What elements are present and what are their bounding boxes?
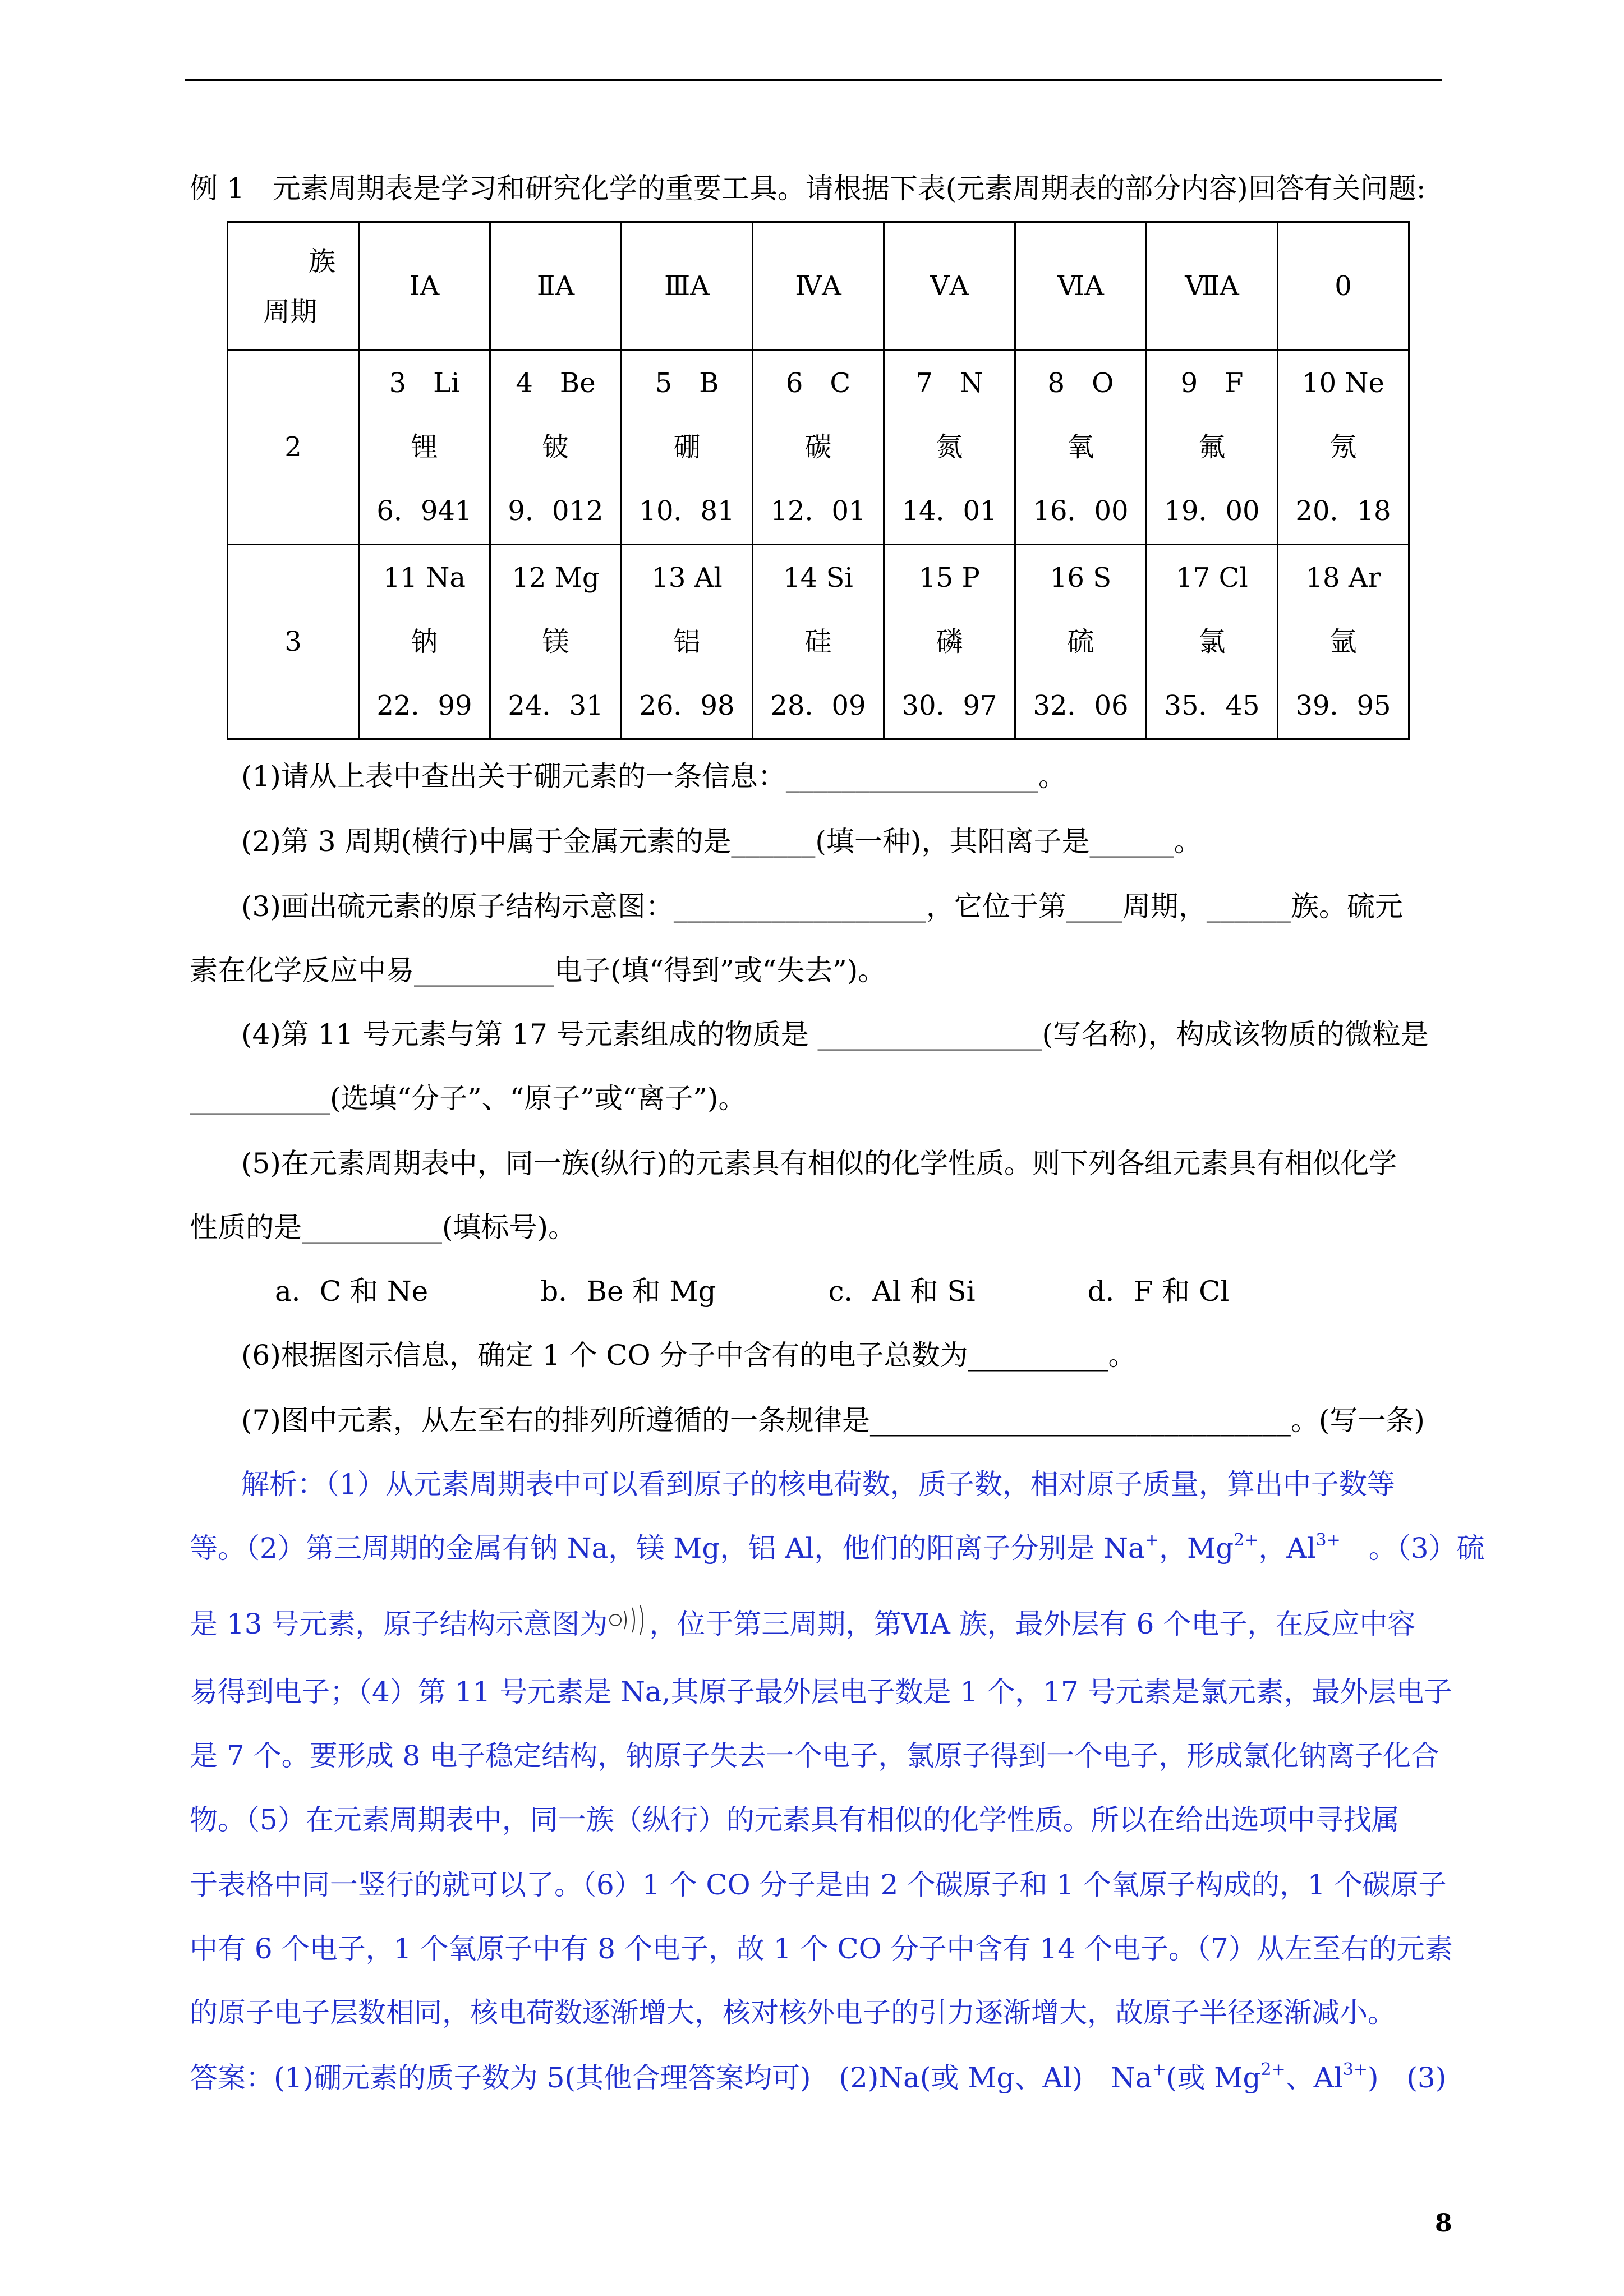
element-cell [490,545,622,739]
element-cell [622,545,753,739]
question-4-line-2: __________(选填“分子”、“原子”或“离子”)。 [190,1082,747,1115]
element-name: 硫 [1067,626,1094,657]
period-label: 3 [228,545,359,739]
analysis-line-3: 是 13 号元素，原子结构示意图为 ，位于第三周期，第ⅥA 族，最外层有 6 个电子，在反应中容 [190,1603,1415,1641]
element-cell [1278,545,1409,739]
analysis-line-1: 解析：（1）从元素周期表中可以看到原子的核电荷数，质子数，相对原子质量，算出中子数等 [241,1468,1395,1501]
element-cell [490,350,622,545]
table-row [228,545,1409,739]
question-5-line-2: 性质的是__________(填标号)。 [190,1211,577,1244]
element-cell [359,545,490,739]
group-header: 0 [1278,222,1409,350]
corner-period-label: 周期 [263,296,318,328]
question-7: (7)图中元素，从左至右的排列所遵循的一条规律是______________________________。(写一条) [241,1404,1425,1437]
answer-line: 答案：(1)硼元素的质子数为 5(其他合理答案均可) (2)Na(或 Mg、Al) Na+(或 $Mg^{2+}$、$Al^{3+}$) (3) [190,2060,1447,2094]
element-symbol: 18 Ar [1305,562,1381,593]
element-symbol: 16 S [1050,562,1112,593]
element-symbol: 7 N [915,367,983,399]
element-symbol: 3 Li [389,367,460,399]
question-5-line-1: (5)在元素周期表中，同一族(纵行)的元素具有相似的化学性质。则下列各组元素具有相似化学 [241,1147,1397,1180]
period-label: 2 [228,350,359,545]
element-mass: 28．09 [770,690,866,721]
table-row [228,350,1409,545]
element-symbol: 12 Mg [512,562,600,593]
element-cell [753,545,884,739]
corner-group-label: 族 [308,246,335,277]
element-mass: 22．99 [376,690,472,721]
element-symbol: 15 P [919,562,980,593]
element-symbol: 10 Ne [1302,367,1384,399]
element-name: 氮 [936,431,963,463]
element-cell [884,545,1015,739]
element-mass: 6．941 [376,495,472,527]
element-name: 氖 [1329,431,1357,463]
question-1: (1)请从上表中查出关于硼元素的一条信息：__________________。 [241,760,1066,793]
analysis-line-6: 物。（5）在元素周期表中，同一族（纵行）的元素具有相似的化学性质。所以在给出选项中寻找属 [190,1803,1400,1836]
header-rule [185,79,1442,81]
element-cell [1015,350,1147,545]
element-name: 碳 [804,431,832,463]
question-6: (6)根据图示信息，确定 1 个 CO 分子中含有的电子总数为__________。 [241,1339,1137,1372]
analysis-line-7: 于表格中同一竖行的就可以了。（6）1 个 CO 分子是由 2 个碳原子和 1 个氧原子构成的，1 个碳原子 [190,1869,1447,1901]
element-mass: 24．31 [508,690,604,721]
group-header: ⅦA [1147,222,1278,350]
element-cell [884,350,1015,545]
group-header: ⅣA [753,222,884,350]
table-corner-cell [228,222,359,350]
table-header-row [228,222,1409,350]
element-symbol: 11 Na [383,562,466,593]
page-number: 8 [1435,2209,1452,2238]
group-header: ⅠA [359,222,490,350]
element-mass: 16．00 [1033,495,1129,527]
element-name: 氩 [1329,626,1357,657]
element-cell [1278,350,1409,545]
element-name: 氧 [1067,431,1094,463]
element-name: 硅 [804,626,832,657]
element-cell [1147,350,1278,545]
element-mass: 35．45 [1164,690,1260,721]
element-mass: 30．97 [901,690,997,721]
element-cell [1015,545,1147,739]
element-name: 氟 [1198,431,1226,463]
analysis-line-8: 中有 6 个电子，1 个氧原子中有 8 个电子，故 1 个 CO 分子中含有 14 个电子。（7）从左至右的元素 [190,1932,1453,1965]
sulfur-atom-structure-icon [608,1603,649,1637]
element-cell [1147,545,1278,739]
element-symbol: 14 Si [783,562,853,593]
question-2: (2)第 3 周期(横行)中属于金属元素的是______(填一种)，其阳离子是______。 [241,825,1202,858]
question-5-options: a．C 和 Ne b．Be 和 Mg c．Al 和 Si d．F 和 Cl [275,1275,1230,1308]
element-mass: 12．01 [770,495,866,527]
analysis-line-5: 是 7 个。要形成 8 电子稳定结构，钠原子失去一个电子，氯原子得到一个电子，形成氯化钠离子化合 [190,1740,1439,1772]
question-3-line-2: 素在化学反应中易__________电子(填“得到”或“失去”)。 [190,954,886,987]
group-header: ⅤA [884,222,1015,350]
element-symbol: 8 O [1047,367,1114,399]
element-symbol: 13 Al [651,562,723,593]
element-mass: 20．18 [1295,495,1391,527]
analysis-line-4: 易得到电子；（4）第 11 号元素是 Na,其原子最外层电子数是 1 个，17 号元素是氯元素，最外层电子 [190,1676,1452,1708]
element-name: 钠 [411,626,438,657]
element-cell [753,350,884,545]
element-name: 硼 [673,431,701,463]
element-mass: 26．98 [639,690,735,721]
element-mass: 32．06 [1033,690,1129,721]
element-mass: 10．81 [639,495,735,527]
element-cell [622,350,753,545]
element-name: 镁 [542,626,569,657]
element-name: 锂 [411,431,438,463]
element-symbol: 9 F [1180,367,1244,399]
element-mass: 39．95 [1295,690,1391,721]
group-header: ⅥA [1015,222,1147,350]
element-name: 氯 [1198,626,1226,657]
element-cell [359,350,490,545]
group-header: ⅢA [622,222,753,350]
element-mass: 14．01 [901,495,997,527]
element-symbol: 17 Cl [1176,562,1248,593]
element-name: 铍 [542,431,569,463]
periodic-table [227,221,1410,740]
element-name: 磷 [936,626,963,657]
element-symbol: 6 C [785,367,851,399]
example-intro: 例 1 元素周期表是学习和研究化学的重要工具。请根据下表(元素周期表的部分内容)回答有关问题: [190,172,1426,205]
question-3-line-1: (3)画出硫元素的原子结构示意图：__________________，它位于第____周期，______族。硫元 [241,890,1403,923]
analysis-line-2: 等。（2）第三周期的金属有钠 Na，镁 Mg，铝 Al，他们的阳离子分别是 Na+，$Mg^{2+}$，$Al^{3+}$ 。（3）硫 [190,1530,1485,1565]
group-header: ⅡA [490,222,622,350]
question-4-line-1: (4)第 11 号元素与第 17 号元素组成的物质是 ________________(写名称)，构成该物质的微粒是 [241,1018,1429,1051]
element-mass: 9．012 [508,495,604,527]
element-mass: 19．00 [1164,495,1260,527]
element-symbol: 5 B [655,367,719,399]
analysis-line-9: 的原子电子层数相同，核电荷数逐渐增大，核对核外电子的引力逐渐增大，故原子半径逐渐减小。 [190,1996,1396,2029]
element-symbol: 4 Be [516,367,596,399]
element-name: 铝 [673,626,701,657]
